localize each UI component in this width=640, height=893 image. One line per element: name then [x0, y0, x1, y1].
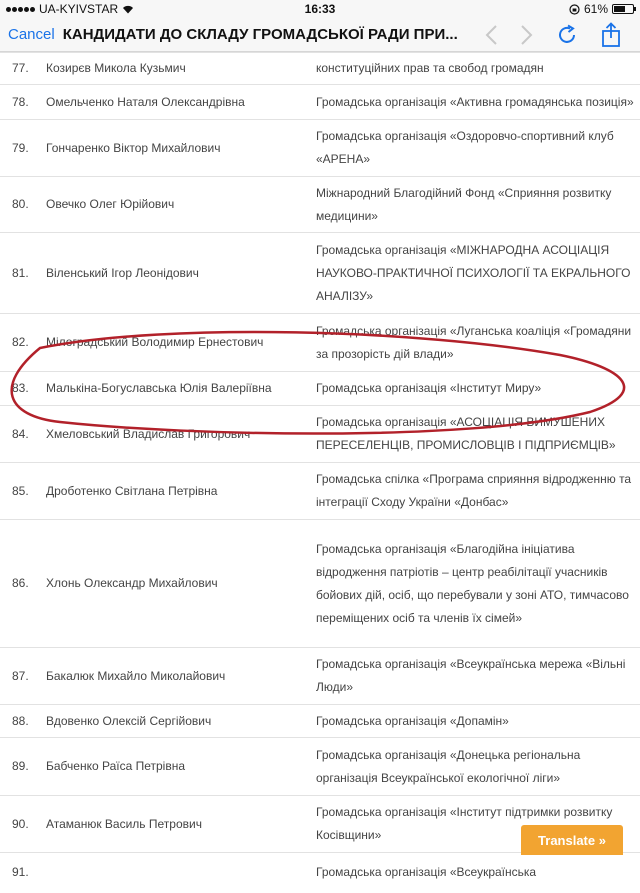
row-number: 81. [0, 233, 46, 314]
carrier-label: UA-KYIVSTAR [39, 2, 119, 16]
cancel-button[interactable]: Cancel [8, 26, 55, 43]
candidates-table [0, 52, 640, 893]
organization-name: Громадська спілка «Програма сприяння відродженню та інтеграції Сходу України «Донбас» [316, 463, 640, 520]
candidate-name: Малькіна-Богуславська Юлія Валеріївна [46, 372, 316, 406]
candidate-name: Вдовенко Олексій Сергійович [46, 705, 316, 738]
forward-icon[interactable] [520, 24, 534, 46]
candidate-name: Віленський Ігор Леонідович [46, 233, 316, 314]
organization-name: Громадська організація «Оздоровчо-спортивний клуб «АРЕНА» [316, 120, 640, 177]
status-time: 16:33 [304, 2, 336, 16]
candidate-name: Бабченко Раїса Петрівна [46, 738, 316, 796]
table-row [0, 648, 640, 705]
row-number: 79. [0, 120, 46, 177]
row-number: 87. [0, 648, 46, 705]
translate-button[interactable]: Translate » [521, 825, 623, 855]
candidate-name: Овечко Олег Юрійович [46, 177, 316, 233]
table-row [0, 853, 640, 893]
nav-bar [0, 18, 640, 52]
candidate-name: Атаманюк Василь Петрович [46, 796, 316, 853]
organization-name: Громадська організація «Допамін» [316, 705, 640, 738]
candidate-name: Козирєв Микола Кузьмич [46, 53, 316, 85]
row-number: 77. [0, 53, 46, 85]
organization-name: Громадська організація «Луганська коаліція «Громадяни за прозорість дій влади» [316, 314, 640, 372]
candidate-name: Гончаренко Віктор Михайлович [46, 120, 316, 177]
organization-name: Громадська організація «Донецька регіональна організація Всеукраїнської екологічної ліги» [316, 738, 640, 796]
reload-icon[interactable] [556, 24, 578, 46]
table-row [0, 738, 640, 796]
table-row [0, 120, 640, 177]
candidate-name: Дроботенко Світлана Петрівна [46, 463, 316, 520]
candidates-table-container [0, 52, 640, 893]
battery-percent: 61% [583, 2, 608, 16]
nav-icons [484, 22, 622, 48]
wifi-icon [122, 5, 134, 14]
table-row [0, 177, 640, 233]
row-number: 89. [0, 738, 46, 796]
candidate-name: Хмеловський Владислав Григорович [46, 406, 316, 463]
candidate-name: Хлонь Олександр Михайлович [46, 520, 316, 648]
row-number: 90. [0, 796, 46, 853]
status-bar [0, 0, 640, 18]
page-title: КАНДИДАТИ ДО СКЛАДУ ГРОМАДСЬКОЇ РАДИ ПРИ... [62, 26, 458, 43]
table-row [0, 372, 640, 406]
row-number: 80. [0, 177, 46, 233]
table-row [0, 233, 640, 314]
signal-icon [6, 7, 35, 12]
organization-name: Громадська організація «Всеукраїнська мережа «Вільні Люди» [316, 648, 640, 705]
share-icon[interactable] [600, 22, 622, 48]
rotation-lock-icon [569, 4, 580, 15]
status-left [6, 2, 134, 16]
row-number: 78. [0, 85, 46, 120]
organization-name: Громадська організація «Всеукраїнська [316, 853, 640, 893]
organization-name: Громадська організація «МІЖНАРОДНА АСОЦІАЦІЯ НАУКОВО-ПРАКТИЧНОЇ ПСИХОЛОГІЇ ТА ЕКРАЛЬНОГО АНАЛІЗУ» [316, 233, 640, 314]
organization-name: Міжнародний Благодійний Фонд «Сприяння розвитку медицини» [316, 177, 640, 233]
candidate-name: Бакалюк Михайло Миколайович [46, 648, 316, 705]
table-row [0, 85, 640, 120]
status-right [569, 2, 634, 16]
row-number: 86. [0, 520, 46, 648]
table-row [0, 463, 640, 520]
organization-name: Громадська організація «Благодійна ініціатива відродження патріотів – центр реабілітації учасників бойових дій, осіб, що перебували у зоні АТО, тимчасово переміщених осіб та членів їх сімей» [316, 520, 640, 648]
table-row [0, 53, 640, 85]
candidate-name: Омельченко Наталя Олександрівна [46, 85, 316, 120]
candidate-name: Мілоградський Володимир Ернестович [46, 314, 316, 372]
row-number: 82. [0, 314, 46, 372]
organization-name: Громадська організація «Інститут Миру» [316, 372, 640, 406]
row-number: 88. [0, 705, 46, 738]
back-icon[interactable] [484, 24, 498, 46]
organization-name: Громадська організація «Інститут підтримки розвитку Косівщини» [316, 796, 640, 853]
organization-name: Громадська організація «Активна громадянська позиція» [316, 85, 640, 120]
row-number: 91. [0, 853, 46, 893]
row-number: 84. [0, 406, 46, 463]
table-row [0, 705, 640, 738]
row-number: 85. [0, 463, 46, 520]
organization-name: Громадська організація «АСОЦІАЦІЯ ВИМУШЕНИХ ПЕРЕСЕЛЕНЦІВ, ПРОМИСЛОВЦІВ І ПІДПРИЄМЦІВ» [316, 406, 640, 463]
battery-icon [612, 4, 634, 14]
table-row [0, 314, 640, 372]
table-row [0, 520, 640, 648]
organization-name: конституційних прав та свобод громадян [316, 53, 640, 85]
table-row [0, 406, 640, 463]
row-number: 83. [0, 372, 46, 406]
candidate-name [46, 853, 316, 893]
